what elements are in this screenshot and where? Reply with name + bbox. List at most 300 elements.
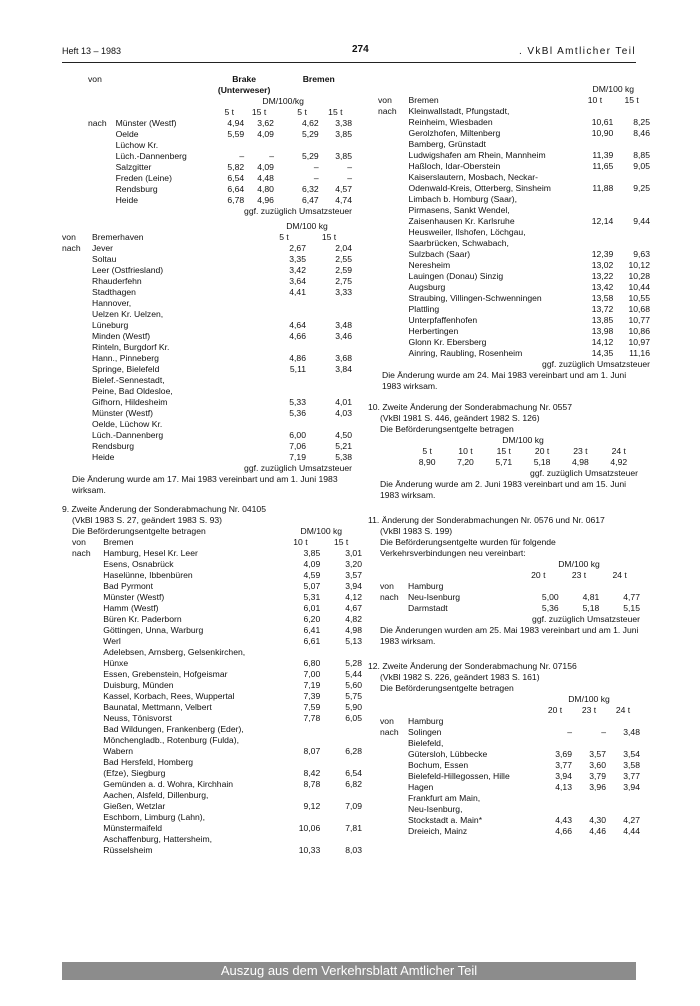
destination-cell: (Efze), Siegburg xyxy=(103,768,166,778)
rate-cell xyxy=(244,140,274,151)
rate-cell: 3,96 xyxy=(589,782,606,792)
destination-cell: Soltau xyxy=(92,254,117,264)
indent-cell xyxy=(62,419,92,430)
rate-cell xyxy=(262,375,306,386)
rate-cell: 4,98 xyxy=(345,625,362,635)
rate-cell: 6,05 xyxy=(345,713,362,723)
origin-label: Bremen xyxy=(103,537,134,547)
table-row xyxy=(72,559,362,570)
table-row xyxy=(72,603,362,614)
rate-cell: 5,18 xyxy=(582,603,600,613)
indent-cell xyxy=(378,271,409,282)
rate-cell: 4,96 xyxy=(257,195,274,205)
table-row xyxy=(62,452,352,463)
destination-cell: Mönchengladb., Rotenburg (Fulda), xyxy=(103,735,239,745)
sub-head: 15 t xyxy=(333,537,349,547)
indent-cell xyxy=(72,559,103,570)
rate-cell xyxy=(572,738,606,749)
rate-cell: 10,61 xyxy=(591,117,614,127)
table-row xyxy=(62,430,352,441)
destination-cell: Hannover, xyxy=(92,298,132,308)
rate-cell: 5,90 xyxy=(345,702,362,712)
destination-cell: Gifhorn, Hildesheim xyxy=(92,397,168,407)
rate-cell xyxy=(606,738,640,749)
rate-cell: 3,54 xyxy=(623,749,640,759)
nach-label: nach xyxy=(62,243,81,253)
von-label: von xyxy=(72,537,86,547)
rate-cell: 6,61 xyxy=(303,636,321,646)
indent-cell xyxy=(380,749,408,760)
destination-cell: Saarbrücken, Schwabach, xyxy=(408,238,509,248)
table-row xyxy=(72,581,362,592)
indent-cell xyxy=(378,194,409,205)
rate-cell: 5,15 xyxy=(623,603,640,613)
table-row xyxy=(378,106,650,117)
rate-cell: 4,03 xyxy=(335,408,352,418)
indent-cell xyxy=(72,603,103,614)
indent-cell xyxy=(380,815,408,826)
table-row xyxy=(378,128,650,139)
rate-cell xyxy=(538,804,572,815)
rate-cell: 3,79 xyxy=(589,771,606,781)
rate-cell: 10,77 xyxy=(628,315,650,325)
rate-cell: 3,20 xyxy=(345,559,362,569)
table-row xyxy=(72,713,362,724)
destination-cell: Heide xyxy=(115,195,139,205)
rate-cell: 4,48 xyxy=(257,173,274,183)
indent-cell xyxy=(88,129,116,140)
table-row xyxy=(62,441,352,452)
sub-head: 23 t xyxy=(571,570,587,580)
table-row xyxy=(72,570,362,581)
destination-cell: Frankfurt am Main, xyxy=(408,793,481,803)
von-label: von xyxy=(62,232,76,242)
rate-cell: 3,94 xyxy=(555,771,572,781)
rate-cell xyxy=(262,419,306,430)
destination-cell: Neresheim xyxy=(408,260,451,270)
rate-cell xyxy=(262,386,306,397)
destination-cell: Uelzen Kr. Uelzen, xyxy=(92,309,164,319)
destination-cell: Bamberg, Grünstadt xyxy=(408,139,486,149)
col-head: (Unterweser) xyxy=(217,85,271,95)
rate-cell: 3,77 xyxy=(623,771,640,781)
rate-cell: 10,28 xyxy=(628,271,650,281)
indent-cell xyxy=(378,260,409,271)
rate-cell xyxy=(306,298,352,309)
destination-cell: Aachen, Alsfeld, Dillenburg, xyxy=(103,790,209,800)
table-row xyxy=(88,118,352,129)
footer-banner: Auszug aus dem Verkehrsblatt Amtlicher Teil xyxy=(62,962,636,980)
sub-head: 10 t xyxy=(458,446,473,456)
spacer xyxy=(274,129,285,140)
rate-cell xyxy=(306,386,352,397)
table-row xyxy=(378,260,650,271)
rate-cell: 5,29 xyxy=(301,129,319,139)
destination-cell: Bad Pyrmont xyxy=(103,581,153,591)
destination-cell: Freden (Leine) xyxy=(115,173,172,183)
rate-cell: 11,88 xyxy=(592,183,614,193)
rate-cell xyxy=(281,790,321,801)
rate-cell: 2,55 xyxy=(335,254,352,264)
table-row xyxy=(378,337,650,348)
table-row xyxy=(380,603,640,614)
rate-cell: 3,58 xyxy=(623,760,640,770)
destination-cell: Essen, Grebenstein, Hofgeismar xyxy=(103,669,228,679)
rate-cell: 7,00 xyxy=(303,669,321,679)
rate-cell: 4,66 xyxy=(555,826,572,836)
indent-cell xyxy=(72,801,103,812)
table-row xyxy=(72,625,362,636)
nach-label: nach xyxy=(378,106,397,116)
indent-cell xyxy=(72,746,103,757)
rate-cell: 3,77 xyxy=(555,760,572,770)
table-row xyxy=(378,183,650,194)
origin-label: Bremen xyxy=(408,95,439,105)
unit-label: DM/100 kg xyxy=(286,221,328,231)
rate-cell xyxy=(306,342,352,353)
rate-cell: 4,62 xyxy=(301,118,319,128)
section-subtitle: (VkBl 1983 S. 27, geändert 1983 S. 93) xyxy=(72,515,223,525)
destination-cell: Lüch.-Dannenberg xyxy=(115,151,187,161)
rate-cell: 3,48 xyxy=(623,727,640,737)
table-row xyxy=(62,320,352,331)
destination-cell: Ludwigshafen am Rhein, Mannheim xyxy=(408,150,546,160)
destination-cell: Springe, Bielefeld xyxy=(92,364,160,374)
destination-cell: Rhauderfehn xyxy=(92,276,142,286)
rate-cell xyxy=(320,724,362,735)
rate-cell: 10,12 xyxy=(628,260,650,270)
rate-cell: 14,35 xyxy=(591,348,614,358)
destination-cell: Lüch.-Dannenberg xyxy=(92,430,164,440)
destination-cell: Haßloch, Idar-Oberstein xyxy=(408,161,501,171)
table-row xyxy=(378,326,650,337)
indent-cell xyxy=(72,570,103,581)
destination-cell: Neu-Isenburg xyxy=(408,592,461,602)
indent-cell xyxy=(378,128,409,139)
indent-cell xyxy=(380,738,408,749)
rate-cell: 4,82 xyxy=(345,614,362,624)
destination-cell: Stockstadt a. Main* xyxy=(408,815,483,825)
table-row xyxy=(72,757,362,768)
rate-cell xyxy=(214,140,244,151)
tax-note: ggf. zuzüglich Umsatzsteuer xyxy=(532,614,640,624)
rate-cell: 7,19 xyxy=(303,680,321,690)
destination-cell: Heide xyxy=(92,452,115,462)
destination-cell: Rendsburg xyxy=(115,184,158,194)
destination-cell: Bad Hersfeld, Homberg xyxy=(103,757,194,767)
rate-cell xyxy=(577,172,614,183)
tax-note: ggf. zuzüglich Umsatzsteuer xyxy=(530,468,638,478)
table-row xyxy=(88,173,352,184)
indent-cell xyxy=(378,293,409,304)
rate-cell: 8,46 xyxy=(633,128,650,138)
rate-cell: 6,80 xyxy=(303,658,321,668)
indent-cell xyxy=(378,227,409,238)
sub-head: 10 t xyxy=(587,95,603,105)
table-bremen-cont xyxy=(378,84,650,370)
destination-cell: Esens, Osnabrück xyxy=(103,559,174,569)
destination-cell: Münster (Westf) xyxy=(103,592,165,602)
rate-cell: 5,28 xyxy=(345,658,362,668)
validity-note: Die Änderung wurde am 24. Mai 1983 vereinbart und am 1. Juni 1983 wirksam. xyxy=(382,370,627,391)
indent-cell xyxy=(72,823,103,834)
indent-cell xyxy=(88,140,116,151)
table-row xyxy=(62,298,352,309)
von-label: von xyxy=(380,716,394,726)
rate-cell: 5,33 xyxy=(289,397,306,407)
destination-cell: Salzgitter xyxy=(115,162,152,172)
indent-cell xyxy=(72,680,103,691)
table-row xyxy=(380,771,640,782)
rate-cell: 4,46 xyxy=(589,826,606,836)
table-row xyxy=(380,738,640,749)
table-row xyxy=(72,746,362,757)
rate-cell xyxy=(320,647,362,658)
table-row xyxy=(62,342,352,353)
rate-cell xyxy=(572,793,606,804)
rate-cell xyxy=(538,793,572,804)
table-row xyxy=(380,804,640,815)
indent-cell xyxy=(62,265,92,276)
rate-cell: 4,77 xyxy=(623,592,640,602)
rate-cell: 3,85 xyxy=(303,548,321,558)
indent-cell xyxy=(72,757,103,768)
table-row xyxy=(378,150,650,161)
rate-cell: 4,01 xyxy=(335,397,352,407)
sub-head: 15 t xyxy=(624,95,639,105)
left-column xyxy=(62,74,362,856)
indent-cell xyxy=(378,238,409,249)
rate-cell: 13,98 xyxy=(591,326,614,336)
table-row xyxy=(88,184,352,195)
rate-cell: 4,30 xyxy=(589,815,606,825)
table-row xyxy=(378,348,650,359)
destination-cell: Odenwald-Kreis, Otterberg, Sinsheim xyxy=(408,183,551,193)
table-row xyxy=(62,254,352,265)
rate-cell: 10,33 xyxy=(298,845,321,855)
rate-cell: 3,85 xyxy=(335,129,352,139)
spacer xyxy=(274,195,285,206)
rate-cell: 3,60 xyxy=(589,760,606,770)
indent-cell xyxy=(378,249,409,260)
indent-cell xyxy=(88,151,116,162)
table-row xyxy=(378,249,650,260)
indent-cell xyxy=(72,581,103,592)
indent-cell xyxy=(378,348,409,359)
rate-cell: 5,29 xyxy=(301,151,319,161)
sub-head: 5 t xyxy=(279,232,289,242)
indent-cell xyxy=(62,375,92,386)
table-row xyxy=(72,779,362,790)
rate-cell xyxy=(319,140,352,151)
rate-cell: 6,41 xyxy=(303,625,321,635)
von-label: von xyxy=(378,95,392,105)
issue-label: Heft 13 – 1983 xyxy=(62,46,122,56)
rate-cell: 4,09 xyxy=(303,559,321,569)
destination-cell: Rinteln, Burgdorf Kr. xyxy=(92,342,170,352)
von-label: von xyxy=(380,581,394,591)
sub-head: 20 t xyxy=(534,446,550,456)
destination-cell: Münster (Westf) xyxy=(115,118,177,128)
rate-cell: 4,98 xyxy=(572,457,589,467)
table-row xyxy=(62,419,352,430)
rate-cell: 11,65 xyxy=(592,161,614,171)
rate-cell: – xyxy=(313,173,319,183)
rate-cell xyxy=(613,139,650,150)
intro-text: Die Beförderungsentgelte betragen xyxy=(380,683,514,693)
rate-cell: 7,19 xyxy=(289,452,306,462)
indent-cell xyxy=(380,760,408,771)
rate-cell: 4,13 xyxy=(555,782,572,792)
section-subtitle: (VkBl 1981 S. 446, geändert 1982 S. 126) xyxy=(380,413,540,423)
indent-cell xyxy=(62,386,92,397)
page-number: 274 xyxy=(352,44,369,55)
rate-cell: 3,68 xyxy=(335,353,352,363)
table-row xyxy=(72,669,362,680)
rate-cell xyxy=(281,834,321,845)
indent-cell xyxy=(72,834,103,845)
rate-cell xyxy=(281,812,321,823)
rate-cell: 5,11 xyxy=(289,364,306,374)
rate-cell: 2,75 xyxy=(335,276,352,286)
table-row xyxy=(378,238,650,249)
rate-cell xyxy=(577,139,614,150)
destination-cell: Hamm (Westf) xyxy=(103,603,159,613)
rate-cell: 5,21 xyxy=(335,441,352,451)
table-row xyxy=(378,194,650,205)
origin-label: Hamburg xyxy=(408,581,444,591)
table-row xyxy=(72,658,362,669)
rate-cell: 3,38 xyxy=(335,118,352,128)
rate-cell: 5,71 xyxy=(495,457,513,467)
rate-cell: 10,97 xyxy=(628,337,650,347)
origin-label: Hamburg xyxy=(408,716,444,726)
rate-cell: 6,00 xyxy=(289,430,306,440)
rate-cell: 11,16 xyxy=(629,348,650,358)
indent-cell xyxy=(378,183,409,194)
table-row xyxy=(378,172,650,183)
destination-cell: Unterpfaffenhofen xyxy=(408,315,478,325)
destination-cell: Kaiserslautern, Mosbach, Neckar- xyxy=(408,172,538,182)
indent-cell xyxy=(62,452,92,463)
destination-cell: Bochum, Essen xyxy=(408,760,469,770)
table-row xyxy=(62,309,352,320)
indent-cell xyxy=(378,337,409,348)
indent-cell xyxy=(378,326,409,337)
rate-cell: 5,36 xyxy=(289,408,306,418)
nach-label: nach xyxy=(88,118,107,128)
destination-cell: Rendsburg xyxy=(92,441,135,451)
rate-cell: 5,36 xyxy=(541,603,559,613)
rate-cell xyxy=(320,834,362,845)
destination-cell: Reinheim, Wiesbaden xyxy=(408,117,493,127)
rate-cell: 6,01 xyxy=(303,603,321,613)
rate-cell: 6,47 xyxy=(301,195,319,205)
indent-cell xyxy=(62,441,92,452)
destination-cell: Rüsselsheim xyxy=(103,845,153,855)
table-row xyxy=(378,205,650,216)
destination-cell: Bielefeld, xyxy=(408,738,444,748)
destination-cell: Adelebsen, Arnsberg, Gelsenkirchen, xyxy=(103,647,246,657)
rate-cell xyxy=(306,375,352,386)
rate-cell: 7,81 xyxy=(345,823,362,833)
rate-cell: 5,00 xyxy=(541,592,559,602)
table-brake-bremen xyxy=(88,74,352,217)
destination-cell: Büren Kr. Paderborn xyxy=(103,614,182,624)
rate-cell: 9,44 xyxy=(633,216,650,226)
table-row xyxy=(72,647,362,658)
indent-cell xyxy=(378,150,409,161)
rate-cell xyxy=(320,735,362,746)
destination-cell: Göttingen, Unna, Warburg xyxy=(103,625,204,635)
section-title: 11. Änderung der Sonderabmachungen Nr. 0576 und Nr. 0617 xyxy=(368,515,605,525)
table-row xyxy=(62,243,352,254)
table-row xyxy=(378,161,650,172)
rate-cell: 13,85 xyxy=(591,315,614,325)
indent-cell xyxy=(88,173,116,184)
rate-cell: 3,94 xyxy=(623,782,640,792)
table-10 xyxy=(408,435,638,479)
destination-cell: Peine, Bad Oldesloe, xyxy=(92,386,173,396)
table-row xyxy=(62,331,352,342)
unit-label: DM/100 kg xyxy=(558,559,600,569)
rate-cell: 14,12 xyxy=(591,337,614,347)
sub-head: 10 t xyxy=(293,537,308,547)
indent-cell xyxy=(380,826,408,837)
table-row xyxy=(62,265,352,276)
indent-cell xyxy=(72,713,103,724)
rate-cell xyxy=(262,309,306,320)
table-row xyxy=(72,768,362,779)
indent-cell xyxy=(72,592,103,603)
col-head: Brake xyxy=(232,74,257,84)
indent-cell xyxy=(72,845,103,856)
table-row xyxy=(72,812,362,823)
table-row xyxy=(72,680,362,691)
table-bremerhaven xyxy=(62,221,352,474)
rate-cell: 7,39 xyxy=(303,691,321,701)
rate-cell: 5,31 xyxy=(303,592,321,602)
indent-cell xyxy=(72,702,103,713)
table-row xyxy=(380,727,640,738)
indent-cell xyxy=(72,735,103,746)
destination-cell: Stadthagen xyxy=(92,287,136,297)
rate-cell: 10,86 xyxy=(628,326,650,336)
rate-cell: 13,58 xyxy=(591,293,614,303)
rate-cell xyxy=(306,309,352,320)
rate-cell xyxy=(613,172,650,183)
rate-cell: 4,64 xyxy=(289,320,306,330)
table-row xyxy=(380,793,640,804)
sub-head: 23 t xyxy=(573,446,588,456)
indent-cell xyxy=(72,812,103,823)
rate-cell xyxy=(577,227,614,238)
sub-head: 20 t xyxy=(547,705,563,715)
table-row xyxy=(72,724,362,735)
rate-cell xyxy=(281,757,321,768)
table-row xyxy=(380,782,640,793)
table-row xyxy=(72,790,362,801)
rate-cell: – xyxy=(567,727,572,737)
rate-cell: 12,14 xyxy=(591,216,614,226)
table-row xyxy=(378,227,650,238)
rate-cell xyxy=(606,793,640,804)
destination-cell: Darmstadt xyxy=(408,603,448,613)
rate-cell: 4,74 xyxy=(335,195,352,205)
rate-cell: 6,82 xyxy=(345,779,362,789)
destination-cell: Duisburg, Münden xyxy=(103,680,174,690)
origin-label: Bremerhaven xyxy=(92,232,144,242)
